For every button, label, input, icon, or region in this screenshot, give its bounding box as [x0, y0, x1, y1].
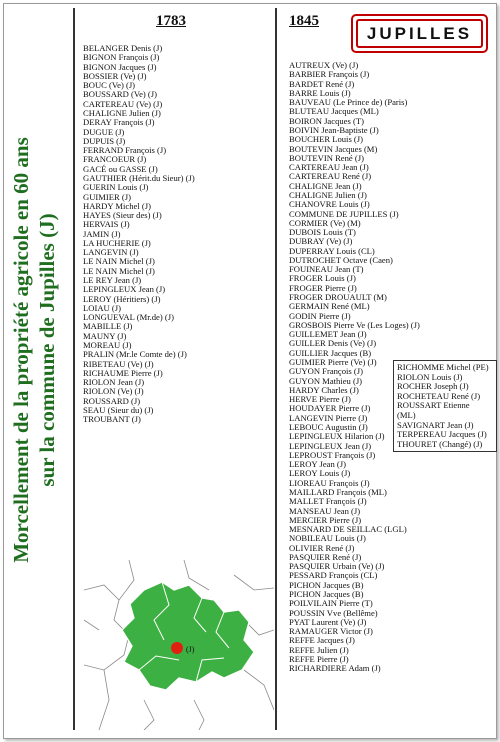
owner-1845-item: GODIN Pierre (J)	[289, 310, 351, 321]
owner-1845-item: NOBILEAU Louis (J)	[289, 533, 366, 544]
commune-area	[122, 582, 254, 690]
town-sign-text: JUPILLES	[356, 19, 483, 48]
owner-1783-item: ROUSSARD (J)	[83, 395, 141, 406]
owner-1845-item: BOIRON Jacques (T)	[289, 115, 364, 126]
owners-1845-continued-box	[393, 360, 497, 452]
owner-1845-item: FROGER Louis (J)	[289, 273, 356, 284]
owner-1845-item: PASQUIER René (J)	[289, 551, 362, 562]
owner-1845-item: GUYON François (J)	[289, 366, 363, 377]
owner-1845-item: ROCHER Joseph (J)	[397, 381, 469, 392]
owner-1845-item: FOUINEAU Jean (T)	[289, 264, 364, 275]
owner-1783-item: LEPINGLEUX Jean (J)	[83, 284, 166, 295]
owner-1783-item: GACÉ ou GASSE (J)	[83, 163, 158, 174]
owner-1783-item: FERRAND François (J)	[83, 145, 167, 156]
owner-1783-item: RIOLON (Ve) (J)	[83, 386, 144, 397]
owner-1783-item: TROUBANT (J)	[83, 414, 141, 425]
owner-1783-item: DUGUE (J)	[83, 126, 125, 137]
owner-1845-item: GUILLIER Jacques (B)	[289, 347, 372, 358]
owners-1783-list	[83, 44, 195, 425]
owner-1783-item: LONGUEVAL (Mr.de) (J)	[83, 312, 174, 323]
owner-1783-item: BOUSSARD (Ve) (J)	[83, 89, 158, 100]
owner-1845-item: GROSBOIS Pierre Ve (Les Loges) (J)	[289, 319, 420, 330]
owner-1845-item: PICHON Jacques (B)	[289, 579, 364, 590]
owner-1845-item: CORMIER (Ve) (M)	[289, 217, 361, 228]
owner-1845-item: TERPEREAU Jacques (J)	[397, 429, 487, 440]
owner-1845-item: LEROY Jean (J)	[289, 459, 346, 470]
owner-1845-item: DUBOIS Louis (T)	[289, 227, 356, 238]
owner-1845-item: MERCIER Pierre (J)	[289, 514, 362, 525]
owner-1845-item: RICHARDIERE Adam (J)	[289, 663, 381, 674]
owner-1845-item: HOUDAYER Pierre (J)	[289, 403, 371, 414]
owner-1783-item: RICHAUME Pierre (J)	[83, 367, 163, 378]
year-1845-heading: 1845	[289, 13, 319, 29]
owner-1845-item: SAVIGNART Jean (J)	[397, 419, 474, 430]
owner-1845-item: BOIVIN Jean-Baptiste (J)	[289, 124, 379, 135]
owner-1783-item: HAYES (Sieur des) (J)	[83, 210, 162, 221]
owner-1845-item: POILVILAIN Pierre (T)	[289, 598, 373, 609]
owner-1845-item: DUPERRAY Louis (CL)	[289, 245, 375, 256]
owner-1845-item: LEPINGLEUX Hilarion (J)	[289, 431, 385, 442]
owner-1783-item: BOSSIER (Ve) (J)	[83, 70, 147, 81]
owner-1845-item: HERVE Pierre (J)	[289, 394, 351, 405]
owner-1845-item: CARTEREAU Jean (J)	[289, 162, 369, 173]
owner-1845-item: DUTROCHET Octave (Caen)	[289, 254, 393, 265]
owner-1845-item: BARDET René (J)	[289, 78, 355, 89]
owner-1783-item: MAUNY (J)	[83, 330, 127, 341]
owner-1783-item: JAMIN (J)	[83, 228, 121, 239]
owner-1845-item: LEPINGLEUX Jean (J)	[289, 440, 372, 451]
owner-1783-item: GAUTHIER (Hérit.du Sieur) (J)	[83, 172, 195, 183]
owner-1783-item: BIGNON Jacques (J)	[83, 61, 157, 72]
owner-1783-item: GUERIN Louis (J)	[83, 182, 149, 193]
owner-1845-item: GUILLER Denis (Ve) (J)	[289, 338, 377, 349]
owner-1845-item: LEBOUC Augustin (J)	[289, 421, 368, 432]
owner-1845-item: RIOLON Louis (J)	[397, 371, 463, 382]
owner-1845-item: BARRE Louis (J)	[289, 87, 351, 98]
owner-1783-item: LE REY Jean (J)	[83, 275, 142, 286]
owner-1783-item: CHALIGNE Julien (J)	[83, 107, 161, 118]
owner-1845-item: DUBRAY (Ve) (J)	[289, 236, 353, 247]
owner-1845-item: GUYON Mathieu (J)	[289, 375, 363, 386]
vertical-title	[4, 40, 64, 660]
owner-1783-item: HARDY Michel (J)	[83, 200, 151, 211]
owner-1845-item: (ML)	[397, 409, 416, 420]
marker-label: (J)	[186, 645, 195, 654]
owner-1783-item: FRANCOEUR (J)	[83, 154, 147, 165]
owner-1845-item: BARBIER François (J)	[289, 69, 370, 80]
owner-1783-item: MABILLE (J)	[83, 321, 133, 332]
owner-1783-item: RIOLON Jean (J)	[83, 377, 145, 388]
owner-1783-item: MOREAU (J)	[83, 340, 132, 350]
owner-1845-item: RAMAUGER Victor (J)	[289, 626, 373, 637]
owner-1845-item: BOUCHER Louis (J)	[289, 134, 364, 145]
owner-1845-item: BOUTEVIN Jacques (M)	[289, 143, 378, 154]
owner-1783-item: PRALIN (Mr.le Comte de) (J)	[83, 349, 187, 360]
owner-1783-item: SEAU (Sieur du) (J)	[83, 404, 154, 415]
owner-1783-item: GUIMIER (J)	[83, 191, 131, 202]
owner-1783-item: DUPUIS (J)	[83, 135, 126, 146]
owner-1783-item: BOUC (Ve) (J)	[83, 80, 136, 91]
owner-1845-item: CHANOVRE Louis (J)	[289, 199, 370, 210]
owner-1845-item: POUSSIN Vve (Bellême)	[289, 607, 378, 618]
owner-1845-item: REFFE Pierre (J)	[289, 654, 349, 664]
owner-1783-item: LANGEVIN (J)	[83, 247, 139, 258]
owner-1845-item: RICHOMME Michel (PE)	[397, 362, 489, 372]
title-line-1: Morcellement de la propriété agricole en 60 ans	[9, 137, 33, 563]
owner-1845-item: THOURET (Changé) (J)	[397, 438, 483, 449]
owner-1845-item: OLIVIER René (J)	[289, 542, 355, 553]
owner-1845-item: MESNARD DE SEILLAC (LGL)	[289, 524, 407, 535]
town-sign-badge	[351, 14, 488, 53]
owner-1845-item: PESSARD François (CL)	[289, 570, 378, 581]
owner-1845-item: LEROY Louis (J)	[289, 468, 351, 479]
owner-1845-item: REFFE Julien (J)	[289, 644, 349, 655]
owner-1783-item: BELANGER Denis (J)	[83, 43, 163, 53]
owner-1845-item: MAILLARD François (ML)	[289, 486, 387, 497]
owner-1845-item: BOUTEVIN René (J)	[289, 152, 364, 163]
owner-1845-item: CHALIGNE Jean (J)	[289, 180, 362, 191]
owner-1845-item: MANSEAU Jean (J)	[289, 505, 361, 516]
owner-1783-item: LOIAU (J)	[83, 302, 121, 313]
owner-1845-item: MALLET François (J)	[289, 496, 367, 507]
owner-1845-item: PICHON Jacques (B)	[289, 589, 364, 600]
owner-1783-item: LE NAIN Michel (J)	[83, 256, 155, 267]
owner-1845-item: LEPROUST François (J)	[289, 449, 376, 460]
owner-1845-item: COMMUNE DE JUPILLES (J)	[289, 208, 399, 219]
commune-map	[84, 560, 274, 730]
owner-1845-item: BLUTEAU Jacques (ML)	[289, 106, 379, 117]
owner-1845-item: ROCHETEAU René (J)	[397, 390, 481, 401]
owner-1845-item: HARDY Charles (J)	[289, 384, 359, 395]
owner-1783-item: DERAY François (J)	[83, 117, 155, 128]
owner-1845-item: GUIMIER Pierre (Ve) (J)	[289, 357, 377, 367]
owner-1783-item: LA HUCHERIE (J)	[83, 237, 151, 248]
year-1783-heading: 1783	[156, 13, 186, 29]
owner-1845-item: CARTEREAU René (J)	[289, 171, 372, 182]
column-divider-left	[73, 8, 75, 730]
owner-1845-item: AUTREUX (Ve) (J)	[289, 60, 359, 70]
owner-1783-item: HERVAIS (J)	[83, 219, 130, 230]
owner-1783-item: CARTEREAU (Ve) (J)	[83, 98, 163, 109]
owner-1845-item: GERMAIN René (ML)	[289, 301, 370, 312]
owner-1845-item: REFFE Jacques (J)	[289, 635, 355, 646]
column-divider-right	[275, 8, 277, 730]
owner-1845-item: ROUSSART Etienne	[397, 400, 470, 411]
owner-1845-item: FROGER DROUAULT (M)	[289, 292, 387, 303]
owner-1845-item: PYAT Laurent (Ve) (J)	[289, 616, 367, 627]
owner-1783-item: RIBETEAU (Ve) (J)	[83, 358, 154, 369]
owner-1783-item: LE NAIN Michel (J)	[83, 265, 155, 276]
owner-1845-item: LANGEVIN Pierre (J)	[289, 412, 368, 423]
owner-1845-item: BAUVEAU (Le Prince de) (Paris)	[289, 97, 408, 108]
owner-1845-item: LIOREAU François (J)	[289, 477, 370, 488]
owner-1845-item: GUILLEMET Jean (J)	[289, 329, 367, 340]
owner-1845-item: PASQUIER Urbain (Ve) (J)	[289, 561, 385, 572]
owner-1783-item: LEROY (Héritiers) (J)	[83, 293, 161, 304]
owner-1845-item: CHALIGNE Julien (J)	[289, 189, 367, 200]
title-line-2: sur la commune de Jupilles (J)	[35, 213, 59, 487]
owners-1845-continued-list	[397, 363, 493, 449]
owner-1845-item: FROGER Pierre (J)	[289, 282, 357, 293]
jupilles-location-marker	[171, 642, 183, 654]
owner-1783-item: BIGNON François (J)	[83, 52, 160, 63]
